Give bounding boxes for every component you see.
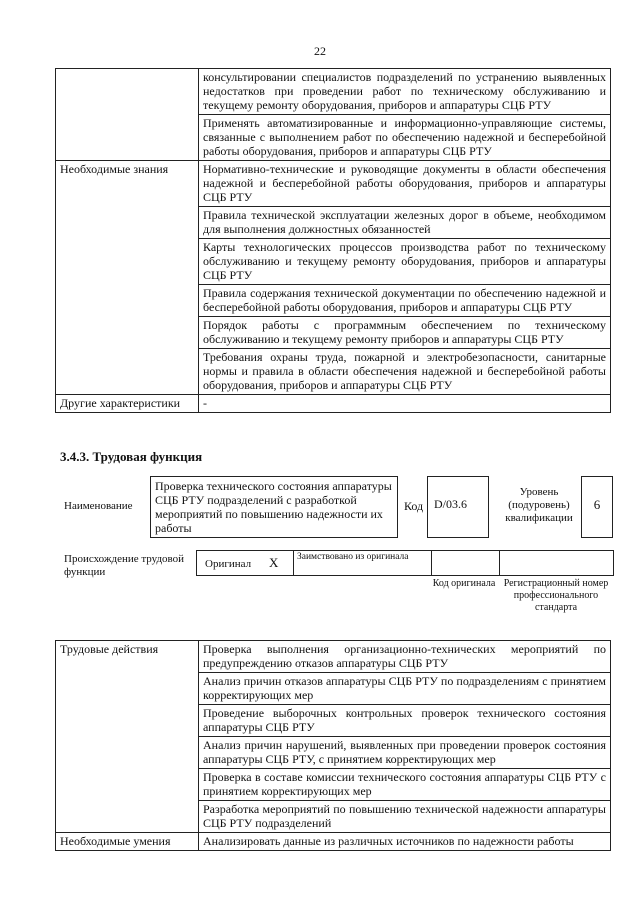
labor-actions-table: [55, 640, 611, 851]
row-label: [56, 69, 199, 161]
reg-caption: Регистрационный номер профессионального стандарта: [503, 578, 609, 613]
code-value: D/03.6: [434, 497, 467, 511]
table-row: [56, 833, 611, 851]
row-item: Анализ причин отказов аппаратуры СЦБ РТУ по подразделениям с принятием корректирующих мер: [199, 673, 611, 705]
table-row: [56, 69, 611, 115]
row-label: Необходимые умения: [56, 833, 199, 851]
labor-actions-table-body: [56, 641, 611, 851]
origin-original-cell: [197, 551, 294, 575]
section-heading: 3.4.3. Трудовая функция: [60, 449, 203, 464]
row-item: Порядок работы с программным обеспечением по техническому обслуживанию и текущему ремонту приборов и аппаратуры СЦБ РТУ: [199, 317, 611, 349]
knowledge-table: [55, 68, 611, 413]
level-label: Уровень (подуровень) квалификации: [505, 486, 573, 524]
row-item: Проведение выборочных контрольных проверок технического состояния аппаратуры СЦБ РТУ: [199, 705, 611, 737]
origin-reg-cell: [499, 551, 613, 575]
original-label: Оригинал: [205, 558, 252, 570]
name-label: Наименование: [64, 500, 133, 512]
code-caption: Код оригинала: [432, 578, 496, 589]
row-item: Анализировать данные из различных источников по надежности работы: [199, 833, 611, 851]
level-box: [581, 476, 613, 538]
row-item: Разработка мероприятий по повышению технической надежности аппаратуры СЦБ РТУ подразделений: [199, 801, 611, 833]
row-label: Другие характеристики: [56, 395, 199, 413]
table-row: [56, 395, 611, 413]
origin-borrowed-cell: [293, 551, 432, 575]
row-item: консультировании специалистов подразделений по устранению выявленных недостатков при проведении работ по техническому обслуживанию и текущему ремонту оборудования, приборов и аппаратуры СЦБ РТУ: [199, 69, 611, 115]
code-box: [427, 476, 489, 538]
table-row: [56, 161, 611, 207]
row-item: Проверка в составе комиссии технического состояния аппаратуры СЦБ РТУ с принятием корректирующих мер: [199, 769, 611, 801]
row-item: -: [199, 395, 611, 413]
function-name-box: [150, 476, 398, 538]
code-label: Код: [404, 499, 424, 513]
row-label: Необходимые знания: [56, 161, 199, 395]
row-item: Правила технической эксплуатации железных дорог в объеме, необходимом для выполнения должностных обязанностей: [199, 207, 611, 239]
table-row: [56, 641, 611, 673]
row-item: Требования охраны труда, пожарной и электробезопасности, санитарные нормы и правила в области обеспечения надежной и бесперебойной работы оборудования, приборов и аппаратуры СЦБ РТУ: [199, 349, 611, 395]
row-item: Проверка выполнения организационно-технических мероприятий по предупреждению отказов аппаратуры СЦБ РТУ: [199, 641, 611, 673]
row-label: Трудовые действия: [56, 641, 199, 833]
row-item: Анализ причин нарушений, выявленных при проведении проверок состояния аппаратуры СЦБ РТУ, с принятием корректирующих мер: [199, 737, 611, 769]
row-item: Карты технологических процессов производства работ по техническому обслуживанию и текущему ремонту оборудования, приборов и аппаратуры СЦБ РТУ: [199, 239, 611, 285]
row-item: Применять автоматизированные и информационно-управляющие системы, связанные с выполнением работ по обеспечению надежной и бесперебойной работы оборудования, приборов и аппаратуры СЦБ РТУ: [199, 115, 611, 161]
page-number: 22: [314, 44, 326, 58]
origin-code-cell: [431, 551, 500, 575]
origin-label: Происхождение трудовой функции: [64, 553, 185, 578]
borrowed-label: Заимствовано из оригинала: [297, 552, 409, 562]
row-item: Правила содержания технической документации по обеспечению надежной и бесперебойной работы оборудования, приборов и аппаратуры СЦБ РТУ: [199, 285, 611, 317]
function-name-value: Проверка технического состояния аппаратуры СЦБ РТУ подразделений с разработкой мероприятий по повышению надежности их работы: [155, 479, 392, 535]
origin-row: [196, 550, 614, 576]
row-item: Нормативно-технические и руководящие документы в области обеспечения надежной и бесперебойной работы оборудования, приборов и аппаратуры СЦБ РТУ: [199, 161, 611, 207]
knowledge-table-body: [56, 69, 611, 413]
level-value: 6: [593, 497, 601, 512]
original-mark: X: [269, 555, 279, 570]
